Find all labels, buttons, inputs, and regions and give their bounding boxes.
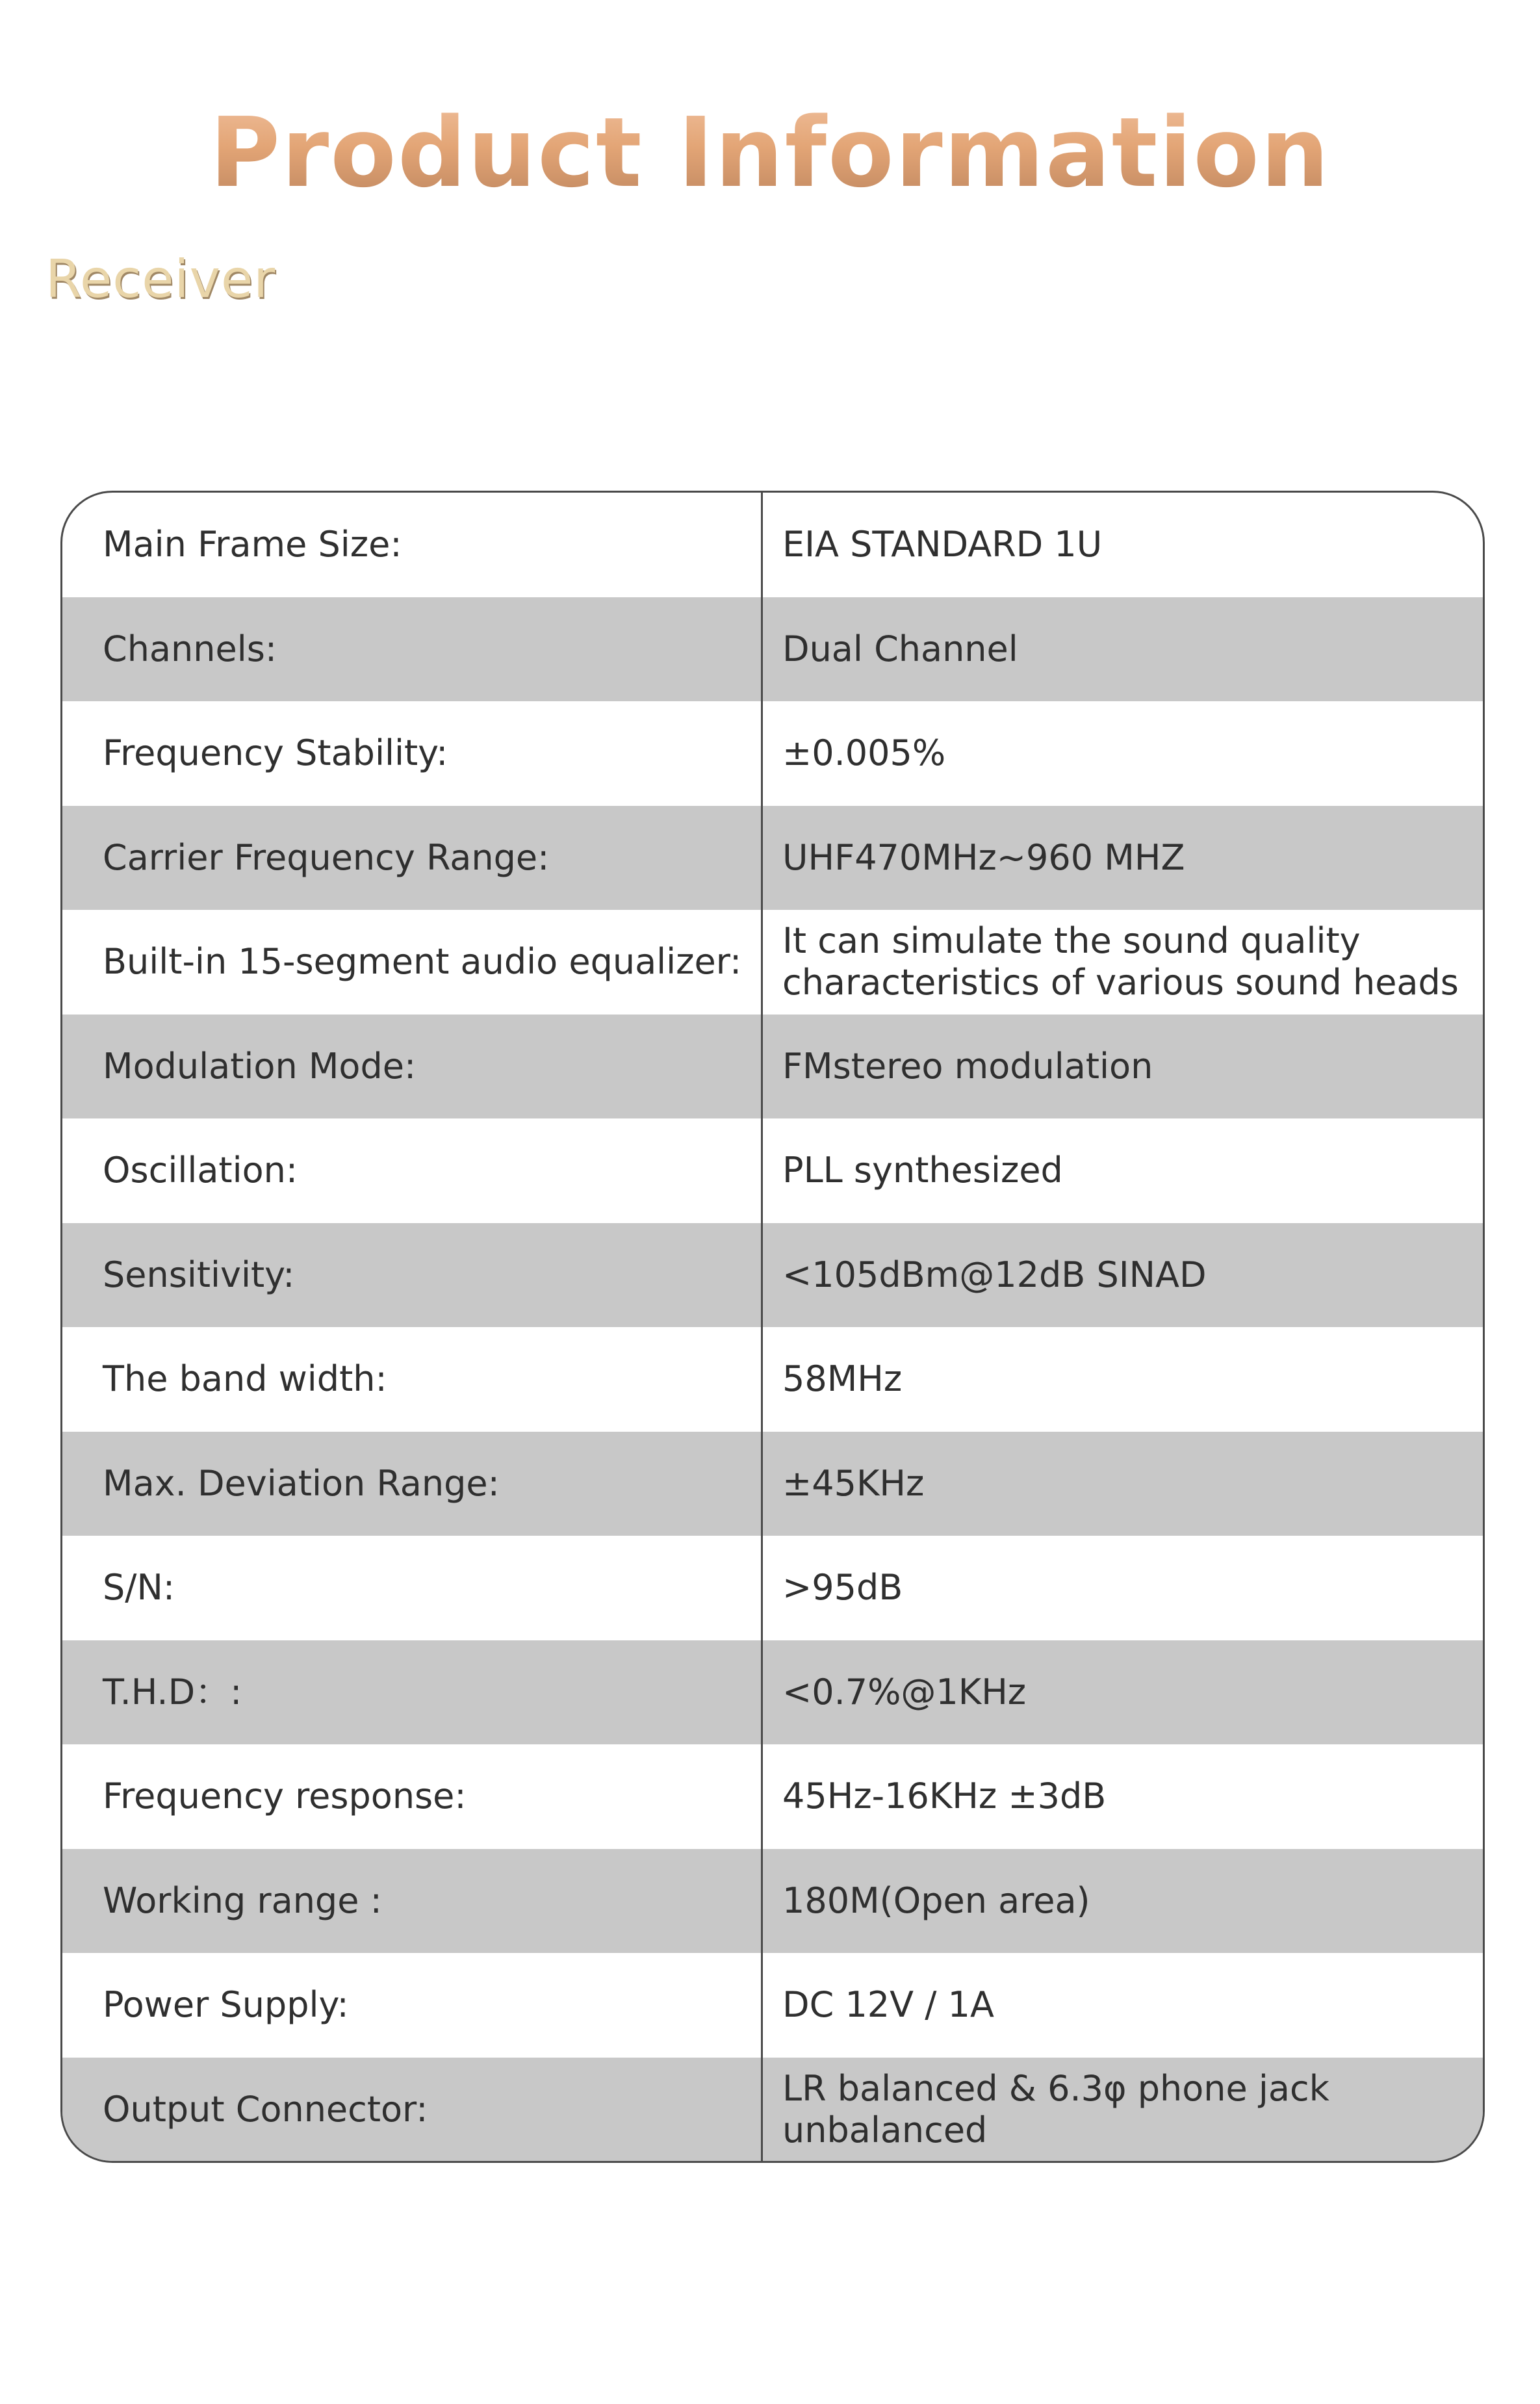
spec-value: UHF470MHz~960 MHZ: [782, 836, 1185, 878]
spec-value: 180M(Open area): [782, 1880, 1090, 1921]
spec-value: 45Hz-16KHz ±3dB: [782, 1776, 1107, 1817]
spec-row: [62, 1432, 1483, 1536]
spec-value: EIA STANDARD 1U: [782, 524, 1103, 565]
spec-value: DC 12V / 1A: [782, 1984, 994, 2026]
spec-value: FMstereo modulation: [782, 1045, 1153, 1087]
spec-row: [62, 2058, 1483, 2162]
spec-row: [62, 493, 1483, 597]
spec-label: Power Supply:: [62, 1953, 763, 2058]
spec-value: PLL synthesized: [782, 1150, 1063, 1191]
spec-label: Frequency response:: [62, 1744, 763, 1849]
spec-row: [62, 806, 1483, 911]
spec-value: <105dBm@12dB SINAD: [782, 1254, 1207, 1295]
spec-label: Carrier Frequency Range:: [62, 806, 763, 911]
spec-row: [62, 1015, 1483, 1119]
spec-label: Output Connector:: [62, 2058, 763, 2162]
spec-row: [62, 1536, 1483, 1640]
spec-label: Frequency Stability:: [62, 701, 763, 806]
spec-label: T.H.D：:: [62, 1640, 763, 1745]
spec-row: [62, 597, 1483, 702]
spec-value: <0.7%@1KHz: [782, 1671, 1027, 1713]
spec-row: [62, 1953, 1483, 2058]
spec-label: S/N:: [62, 1536, 763, 1640]
spec-value: LR balanced & 6.3φ phone jack unbalanced: [782, 2067, 1329, 2151]
spec-label: Sensitivity:: [62, 1223, 763, 1328]
spec-value: ±0.005%: [782, 732, 946, 774]
spec-row: [62, 1223, 1483, 1328]
spec-label: Built-in 15-segment audio equalizer:: [62, 910, 763, 1015]
spec-label: Oscillation:: [62, 1118, 763, 1223]
spec-label: Modulation Mode:: [62, 1015, 763, 1119]
spec-label: Max. Deviation Range:: [62, 1432, 763, 1536]
spec-table: [60, 491, 1485, 2163]
spec-row: [62, 910, 1483, 1015]
spec-row: [62, 701, 1483, 806]
section-title: Receiver: [45, 249, 276, 309]
spec-label: Channels:: [62, 597, 763, 702]
spec-value: Dual Channel: [782, 628, 1018, 669]
spec-value: 58MHz: [782, 1358, 903, 1400]
spec-label: Working range :: [62, 1849, 763, 1954]
spec-row: [62, 1849, 1483, 1954]
spec-value: It can simulate the sound quality characteristics of various sound heads: [782, 920, 1459, 1003]
spec-value: >95dB: [782, 1567, 903, 1609]
spec-row: [62, 1327, 1483, 1432]
spec-row: [62, 1118, 1483, 1223]
spec-row: [62, 1640, 1483, 1745]
spec-value: ±45KHz: [782, 1462, 925, 1504]
spec-row: [62, 1744, 1483, 1849]
spec-label: The band width:: [62, 1327, 763, 1432]
spec-label: Main Frame Size:: [62, 493, 763, 597]
page-title: Product Information: [0, 91, 1540, 214]
